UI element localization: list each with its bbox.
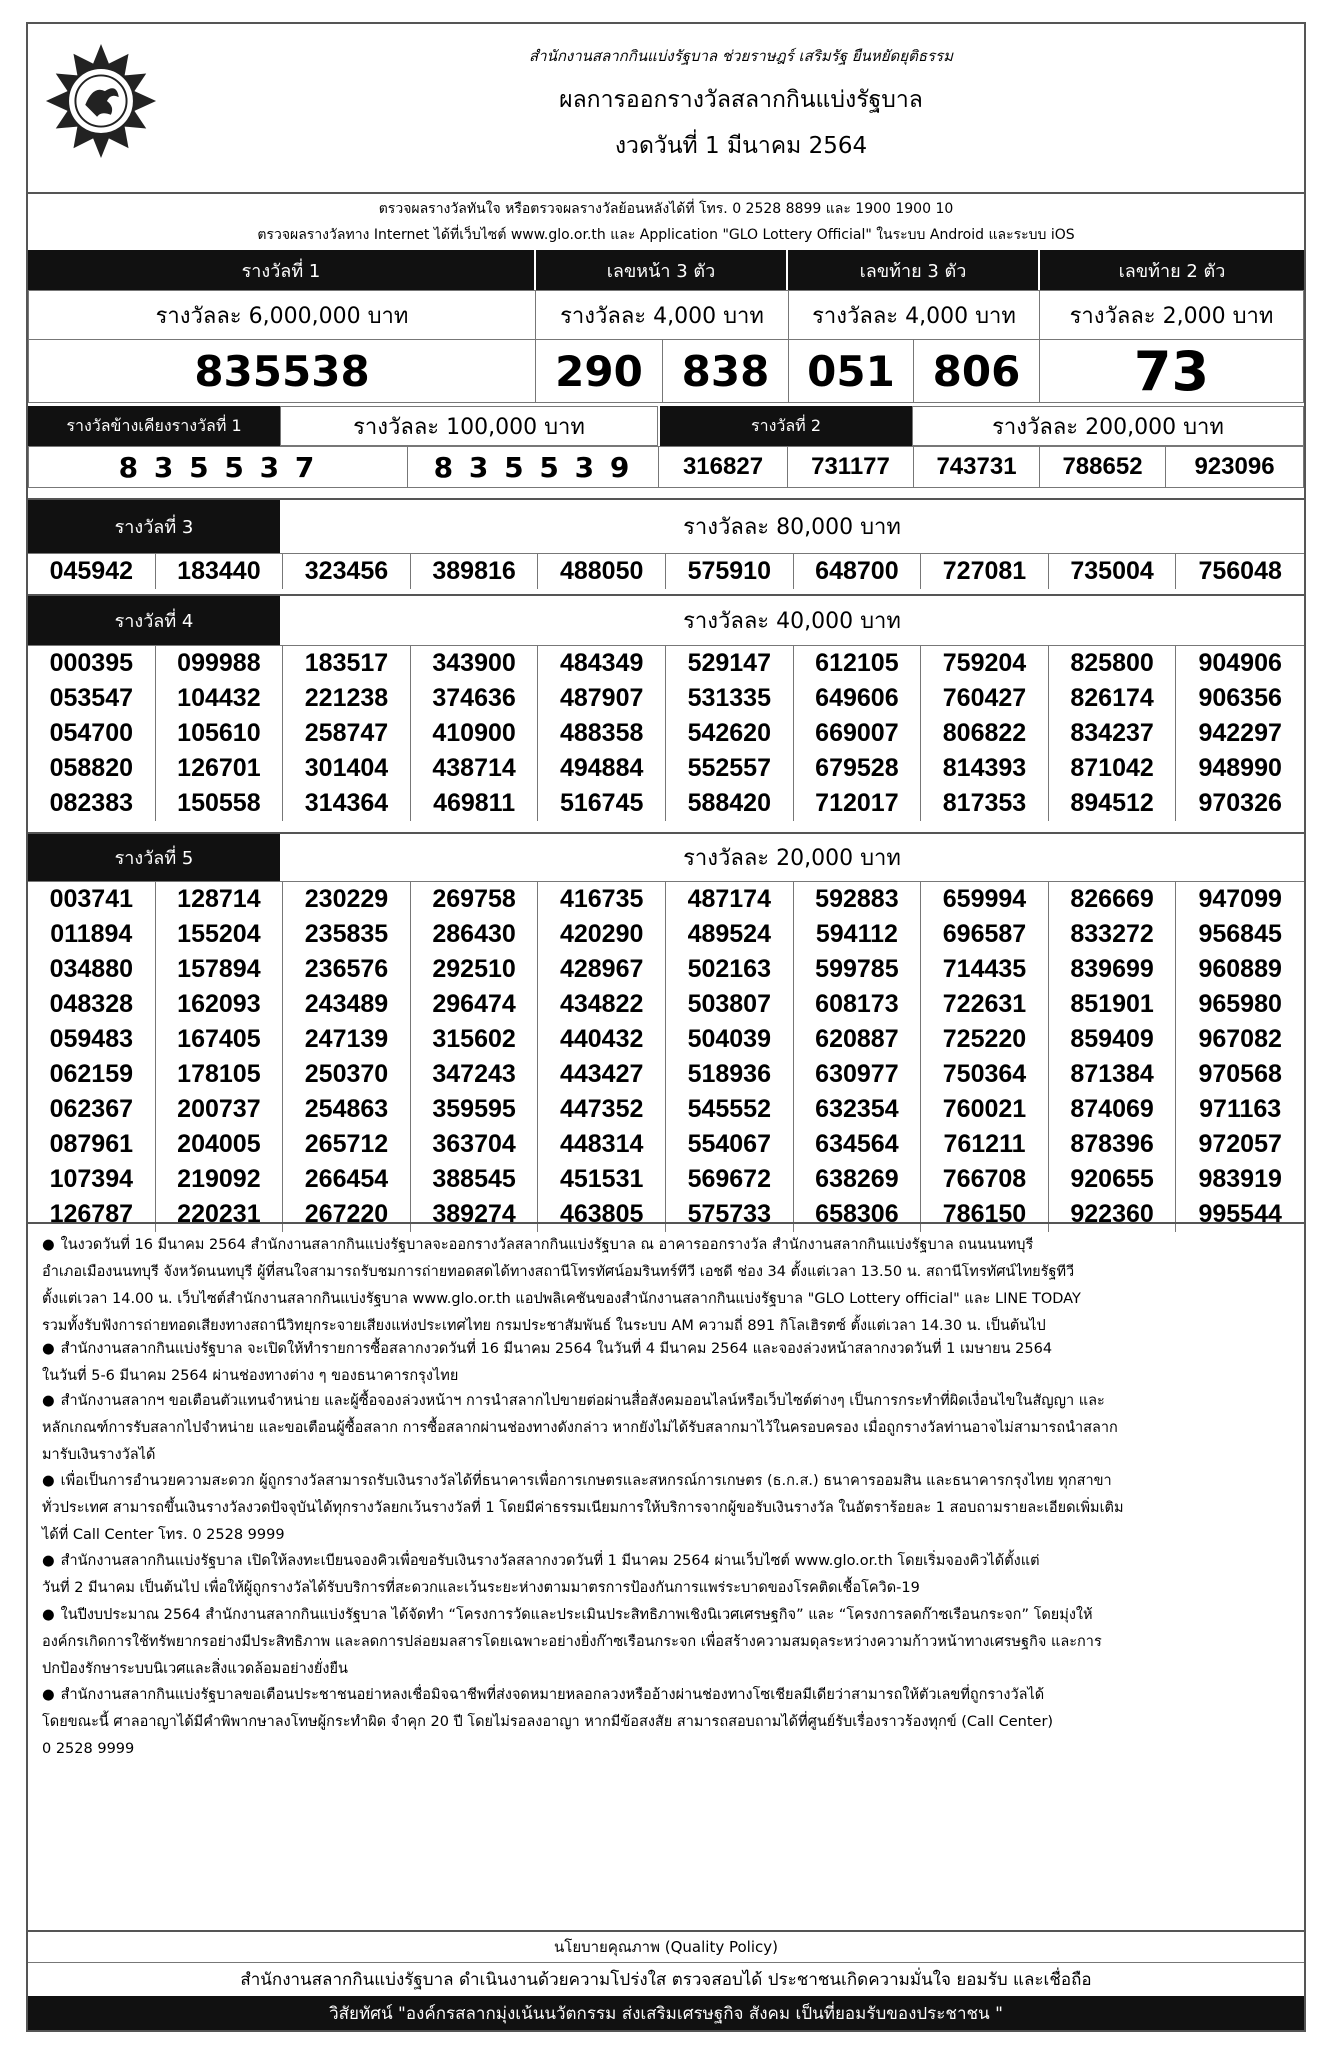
front3-number: 838 [662,339,789,403]
prize-number: 469811 [411,786,539,821]
note-line [42,1629,1290,1656]
note-text: สำนักงานสลากฯ ขอเตือนตัวแทนจำหน่าย และผู้ซื้อจองล่วงหน้าฯ การนำสลากไปขายต่อผ่านสื่อสังคมออนไลน์หรือเว็บไซต์ต่างๆ เป็นการกระทำที่ผิดเงื่อนไขในสัญญา และ [60,1393,1105,1409]
prize-number: 059483 [28,1022,156,1057]
prize-number: 599785 [794,952,922,987]
prize-number: 448314 [538,1127,666,1162]
prize-number: 296474 [411,987,539,1022]
prize-number: 167405 [156,1022,284,1057]
prize-number: 983919 [1198,1165,1282,1193]
prize-number: 904906 [1198,649,1282,677]
quality-policy [28,1930,1304,2030]
second-prize-amount: รางวัลละ 200,000 บาท [912,406,1304,446]
notes-section [28,1222,1304,1872]
note-text: อำเภอเมืองนนทบุรี จังหวัดนนทบุรี ผู้ที่สนใจสามารถรับชมการถ่ายทอดสดได้ทางสถานีโทรทัศน์อมรินทร์ทีวี เอชดี ช่อง 34 ตั้งแต่เวลา 13.50 น. สถานีโทรทัศน์ไทยรัฐทีวี [42,1264,1075,1280]
prize-number: 105610 [156,716,284,751]
prize-number: 874069 [1049,1092,1177,1127]
amount-last2: รางวัลละ 2,000 บาท [1039,290,1304,340]
fourth-prize-grid [28,646,1304,821]
prize-number: 048328 [28,987,156,1022]
prize-number: 247139 [283,1022,411,1057]
note-text: องค์กรเกิดการใช้ทรัพยากรอย่างมีประสิทธิภาพ และลดการปล่อยมลสารโดยเฉพาะอย่างยิ่งก๊าซเรือนกระจก เพื่อสร้างความสมดุลระหว่างความก้าวหน้าทางเศรษฐกิจ และการ [42,1634,1102,1650]
note-line [42,1259,1290,1286]
bullet-icon: ● [42,1553,55,1569]
prize-number: 489524 [666,917,794,952]
last3-number: 806 [913,339,1040,403]
amount-first: รางวัลละ 6,000,000 บาท [28,290,536,340]
note-text: ในวันที่ 5-6 มีนาคม 2564 ผ่านช่องทางต่าง ๆ ของธนาคารกรุงไทย [42,1368,459,1384]
note-text: ทั่วประเทศ สามารถขึ้นเงินรางวัลงวดปัจจุบันได้ทุกรางวัลยกเว้นรางวัลที่ 1 โดยมีค่าธรรมเนียมการให้บริการจากผู้ขอรับเงินรางวัล ในอัตราร้อยละ 1 สอบถามรายละเอียดเพิ่มเติม [42,1500,1124,1516]
prize-number: 420290 [538,917,666,952]
prize-number: 204005 [156,1127,284,1162]
prize-number: 314364 [283,786,411,821]
near-first-label: รางวัลข้างเคียงรางวัลที่ 1 [28,406,280,446]
prize-number: 128714 [156,882,284,917]
prize-number: 696587 [921,917,1049,952]
first-prize-number: 835538 [28,339,536,403]
glo-emblem-logo [42,42,160,160]
note-line [42,1522,1290,1549]
prize-number: 970326 [1198,789,1282,817]
prize-number: 183517 [283,646,411,681]
prize-number: 712017 [794,786,922,821]
note-item [42,1548,1290,1602]
prize-number: 236576 [283,952,411,987]
prize-number: 301404 [283,751,411,786]
prize-number: 851901 [1049,987,1177,1022]
prize-number: 552557 [666,751,794,786]
prize-number: 250370 [283,1057,411,1092]
note-text: ปกป้องรักษาระบบนิเวศและสิ่งแวดล้อมอย่างยั่งยืน [42,1661,348,1677]
note-text: เพื่อเป็นการอำนวยความสะดวก ผู้ถูกรางวัลสามารถรับเงินรางวัลได้ที่ธนาคารเพื่อการเกษตรและสหกรณ์การเกษตร (ธ.ก.ส.) ธนาคารออมสิน และธนาคารกรุงไทย ทุกสาขา [60,1473,1112,1489]
second-prize-number: 731177 [787,446,914,488]
prize-number: 220231 [156,1197,284,1232]
prize-number: 516745 [538,786,666,821]
prize-number: 956845 [1198,920,1282,948]
prize-number: 410900 [411,716,539,751]
fourth-prize-label: รางวัลที่ 4 [28,596,280,645]
prize-number: 518936 [666,1057,794,1092]
bullet-icon: ● [42,1341,55,1357]
prize-number: 817353 [921,786,1049,821]
prize-number: 374636 [411,681,539,716]
note-text: ได้ที่ Call Center โทร. 0 2528 9999 [42,1527,285,1543]
prize-number: 502163 [666,952,794,987]
prize-number: 839699 [1049,952,1177,987]
prize-number: 157894 [156,952,284,987]
prize-number: 766708 [921,1162,1049,1197]
note-line [42,1682,1290,1709]
fifth-prize-amount: รางวัลละ 20,000 บาท [683,846,901,871]
prize-number: 230229 [283,882,411,917]
prize-number: 389816 [411,554,539,589]
prize-number: 343900 [411,646,539,681]
page-title: ผลการออกรางวัลสลากกินแบ่งรัฐบาล [559,87,923,113]
prize-number: 575910 [666,554,794,589]
prize-number: 965980 [1198,990,1282,1018]
prize-number: 221238 [283,681,411,716]
prize-number: 003741 [28,882,156,917]
prize-number: 487174 [666,882,794,917]
policy-text: สำนักงานสลากกินแบ่งรัฐบาล ดำเนินงานด้วยความโปร่งใส ตรวจสอบได้ ประชาชนเกิดความมั่นใจ ยอมรับ และเชื่อถือ [28,1962,1304,1996]
prize-number: 388545 [411,1162,539,1197]
note-text: หลักเกณฑ์การรับสลากไปจำหน่าย และขอเตือนผู้ซื้อสลาก การซื้อสลากผ่านช่องทางดังกล่าว หากยังไม่ได้รับสลากมาไว้ในครอบครอง เมื่อถูกรางวัลท่านอาจไม่สามารถนำสลาก [42,1420,1118,1436]
org-slogan: สำนักงานสลากกินแบ่งรัฐบาล ช่วยราษฎร์ เสริมรัฐ ยืนหยัดยุติธรรม [529,47,953,65]
note-text: รวมทั้งรับฟังการถ่ายทอดเสียงทางสถานีวิทยุกระจายเสียงแห่งประเทศไทย กรมประชาสัมพันธ์ ในระบบ AM ความถี่ 891 กิโลเฮิรตซ์ ตั้งแต่เวลา 14.30 น. เป็นต้นไป [42,1318,1046,1334]
prize-number: 323456 [283,554,411,589]
note-line [42,1442,1290,1469]
note-item [42,1682,1290,1763]
prize-number: 630977 [794,1057,922,1092]
prize-number: 359595 [411,1092,539,1127]
prize-number: 451531 [538,1162,666,1197]
note-item [42,1336,1290,1390]
prize-number: 922360 [1049,1197,1177,1232]
note-line [42,1656,1290,1683]
prize-number: 062367 [28,1092,156,1127]
note-item [42,1468,1290,1549]
prize-number: 592883 [794,882,922,917]
bullet-icon: ● [42,1687,55,1703]
prize-number: 826669 [1049,882,1177,917]
prize-number: 531335 [666,681,794,716]
prize-number: 658306 [794,1197,922,1232]
prize-number: 648700 [794,554,922,589]
prize-number: 045942 [28,554,156,589]
prize-number: 786150 [921,1197,1049,1232]
bullet-icon: ● [42,1237,55,1253]
prize-number: 494884 [538,751,666,786]
prize-number: 292510 [411,952,539,987]
prize-number: 243489 [283,987,411,1022]
second-prize-label: รางวัลที่ 2 [660,406,912,446]
prize-number: 714435 [921,952,1049,987]
prize-number: 634564 [794,1127,922,1162]
prize-number: 058820 [28,751,156,786]
prize-number: 200737 [156,1092,284,1127]
prize-number: 219092 [156,1162,284,1197]
prize-number: 504039 [666,1022,794,1057]
prize-number: 178105 [156,1057,284,1092]
prize-number: 871384 [1049,1057,1177,1092]
prize-number: 053547 [28,681,156,716]
note-line [42,1468,1290,1495]
note-text: ตั้งแต่เวลา 14.00 น. เว็บไซต์สำนักงานสลากกินแบ่งรัฐบาล www.glo.or.th แอปพลิเคชันของสำนักงานสลากกินแบ่งรัฐบาล "GLO Lottery official" และ LINE TODAY [42,1291,1081,1307]
prize-number: 235835 [283,917,411,952]
note-line [42,1548,1290,1575]
prize-number: 488050 [538,554,666,589]
bullet-icon: ● [42,1393,55,1409]
prize-number: 011894 [28,917,156,952]
prize-number: 440432 [538,1022,666,1057]
note-text: สำนักงานสลากกินแบ่งรัฐบาล จะเปิดให้ทำรายการซื้อสลากงวดวันที่ 16 มีนาคม 2564 ในวันที่ 4 มีนาคม 2564 และจองล่วงหน้าสลากงวดวันที่ 1 เมษายน 2564 [60,1341,1053,1357]
amount-last3: รางวัลละ 4,000 บาท [788,290,1040,340]
prize-number: 034880 [28,952,156,987]
prize-number: 258747 [283,716,411,751]
prize-number: 087961 [28,1127,156,1162]
prize-number: 054700 [28,716,156,751]
prize-number: 126787 [28,1197,156,1232]
vision-text: วิสัยทัศน์ "องค์กรสลากมุ่งเน้นนวัตกรรม ส่งเสริมเศรษฐกิจ สังคม เป็นที่ยอมรับของประชาชน " [28,1996,1304,2030]
header-front3: เลขหน้า 3 ตัว [536,250,786,290]
prize-number: 183440 [156,554,284,589]
prize-number: 735004 [1049,554,1177,589]
note-text: สำนักงานสลากกินแบ่งรัฐบาลขอเตือนประชาชนอย่าหลงเชื่อมิจฉาชีพที่ส่งจดหมายหลอกลวงหรืออ้างผ่านช่องทางโซเชียลมีเดียว่าสามารถให้ตัวเลขที่ถูกรางวัลได้ [60,1687,1045,1703]
header-last3: เลขท้าย 3 ตัว [788,250,1038,290]
prize-number: 761211 [921,1127,1049,1162]
prize-number: 679528 [794,751,922,786]
prize-number: 871042 [1049,751,1177,786]
fifth-prize-header [28,832,1304,882]
prize-number: 920655 [1049,1162,1177,1197]
third-prize-label: รางวัลที่ 3 [28,500,280,553]
near-first-amount: รางวัลละ 100,000 บาท [280,406,658,446]
prize-number: 947099 [1198,885,1282,913]
prize-number: 727081 [921,554,1049,589]
note-item [42,1232,1290,1340]
prize-number: 878396 [1049,1127,1177,1162]
amount-front3: รางวัลละ 4,000 บาท [535,290,789,340]
prize-number: 569672 [666,1162,794,1197]
prize-number: 806822 [921,716,1049,751]
note-line [42,1415,1290,1442]
prize-number: 082383 [28,786,156,821]
prize-number: 162093 [156,987,284,1022]
prize-number: 659994 [921,882,1049,917]
prize-number: 906356 [1198,684,1282,712]
prize-number: 722631 [921,987,1049,1022]
prize-number: 588420 [666,786,794,821]
prize-number: 266454 [283,1162,411,1197]
prize-number: 269758 [411,882,539,917]
prize-number: 062159 [28,1057,156,1092]
prize-number: 286430 [411,917,539,952]
prize-number: 428967 [538,952,666,987]
prize-number: 150558 [156,786,284,821]
note-text: สำนักงานสลากกินแบ่งรัฐบาล เปิดให้ลงทะเบียนจองคิวเพื่อขอรับเงินรางวัลสลากงวดวันที่ 1 มีนาคม 2564 ผ่านเว็บไซต์ www.glo.or.th โดยเริ่มจองคิวได้ตั้งแต่ [60,1553,1040,1569]
note-line [42,1495,1290,1522]
near-first-number: 8 3 5 5 3 9 [407,446,659,488]
bullet-icon: ● [42,1473,55,1489]
draw-date: งวดวันที่ 1 มีนาคม 2564 [614,133,868,159]
prize-number: 155204 [156,917,284,952]
prize-number: 972057 [1198,1130,1282,1158]
prize-number: 438714 [411,751,539,786]
prize-number: 363704 [411,1127,539,1162]
second-prize-number: 316827 [658,446,788,488]
prize-number: 554067 [666,1127,794,1162]
prize-number: 971163 [1199,1095,1282,1123]
prize-number: 649606 [794,681,922,716]
note-text: ในปีงบประมาณ 2564 สำนักงานสลากกินแบ่งรัฐบาล ได้จัดทำ “โครงการวัดและประเมินประสิทธิภาพเชิงนิเวศเศรษฐกิจ” และ “โครงการลดก๊าซเรือนกระจก” โดยมุ่งให้ [60,1607,1093,1623]
prize-number: 434822 [538,987,666,1022]
fifth-prize-label: รางวัลที่ 5 [28,834,280,881]
prize-number: 750364 [921,1057,1049,1092]
third-prize-header [28,498,1304,554]
near-first-number: 8 3 5 5 3 7 [28,446,408,488]
prize-number: 859409 [1049,1022,1177,1057]
note-text: ในงวดวันที่ 16 มีนาคม 2564 สำนักงานสลากกินแบ่งรัฐบาลจะออกรางวัลสลากกินแบ่งรัฐบาล ณ อาคารออกรางวัล สำนักงานสลากกินแบ่งรัฐบาล ถนนนนทบุรี [60,1237,1034,1253]
prize-number: 503807 [666,987,794,1022]
prize-number: 669007 [794,716,922,751]
prize-number: 545552 [666,1092,794,1127]
prize-number: 612105 [794,646,922,681]
prize-number: 416735 [538,882,666,917]
prize-number: 529147 [666,646,794,681]
prize-number: 970568 [1198,1060,1282,1088]
prize-number: 575733 [666,1197,794,1232]
prize-number: 099988 [156,646,284,681]
prize-number: 894512 [1049,786,1177,821]
note-line [42,1602,1290,1629]
prize-number: 107394 [28,1162,156,1197]
note-text: วันที่ 2 มีนาคม เป็นต้นไป เพื่อให้ผู้ถูกรางวัลได้รับบริการที่สะดวกและเว้นระยะห่างตามมาตรการป้องกันการแพร่ระบาดของโรคติดเชื้อโควิด-19 [42,1580,920,1596]
prize-number: 000395 [28,646,156,681]
third-prize-amount: รางวัลละ 80,000 บาท [683,515,901,540]
note-line [42,1232,1290,1259]
lottery-result-sheet [26,22,1306,2032]
prize-number: 126701 [156,751,284,786]
last2-number: 73 [1039,339,1304,403]
prize-number: 942297 [1198,719,1282,747]
prize-number: 594112 [794,917,922,952]
prize-number: 104432 [156,681,284,716]
note-line [42,1336,1290,1363]
second-prize-number: 788652 [1039,446,1166,488]
prize-number: 620887 [794,1022,922,1057]
prize-number: 825800 [1049,646,1177,681]
prize-number: 608173 [794,987,922,1022]
prize-number: 487907 [538,681,666,716]
note-text: 0 2528 9999 [42,1741,135,1757]
prize-number: 267220 [283,1197,411,1232]
last3-number: 051 [788,339,914,403]
prize-number: 347243 [411,1057,539,1092]
prize-number: 484349 [538,646,666,681]
prize-number: 542620 [666,716,794,751]
bullet-icon: ● [42,1607,55,1623]
note-line [42,1709,1290,1736]
prize-number: 948990 [1198,754,1282,782]
prize-number: 463805 [538,1197,666,1232]
prize-number: 760427 [921,681,1049,716]
prize-number: 632354 [794,1092,922,1127]
prize-number: 447352 [538,1092,666,1127]
prize-number: 725220 [921,1022,1049,1057]
prize-number: 488358 [538,716,666,751]
fifth-prize-grid [28,882,1304,1232]
prize-number: 834237 [1049,716,1177,751]
prize-number: 960889 [1198,955,1282,983]
prize-number: 254863 [283,1092,411,1127]
note-line [42,1286,1290,1313]
prize-number: 814393 [921,751,1049,786]
prize-number: 760021 [921,1092,1049,1127]
note-line [42,1736,1290,1763]
second-prize-number: 743731 [913,446,1040,488]
header [28,24,1304,194]
note-line [42,1388,1290,1415]
prize-number: 833272 [1049,917,1177,952]
prize-number: 967082 [1198,1025,1282,1053]
prize-number: 826174 [1049,681,1177,716]
header-last2: เลขท้าย 2 ตัว [1040,250,1304,290]
note-item [42,1602,1290,1683]
fourth-prize-amount: รางวัลละ 40,000 บาท [683,609,901,634]
prize-number: 995544 [1198,1200,1282,1228]
fourth-prize-header [28,594,1304,646]
header-first-prize: รางวัลที่ 1 [28,250,534,290]
check-phone-info: ตรวจผลรางวัลทันใจ หรือตรวจผลรางวัลย้อนหลังได้ที่ โทร. 0 2528 8899 และ 1900 1900 10 [378,201,954,217]
note-line [42,1575,1290,1602]
policy-title: นโยบายคุณภาพ (Quality Policy) [554,1938,778,1956]
prize-number: 759204 [921,646,1049,681]
check-internet-info: ตรวจผลรางวัลทาง Internet ได้ที่เว็บไซต์ www.glo.or.th และ Application "GLO Lottery Official" ในระบบ Android และระบบ iOS [257,227,1075,243]
note-text: มารับเงินรางวัลได้ [42,1447,156,1463]
second-prize-number: 923096 [1165,446,1304,488]
front3-number: 290 [535,339,663,403]
note-item [42,1388,1290,1469]
prize-number: 315602 [411,1022,539,1057]
prize-number: 265712 [283,1127,411,1162]
note-line [42,1363,1290,1390]
prize-number: 638269 [794,1162,922,1197]
prize-number: 389274 [411,1197,539,1232]
note-text: โดยขณะนี้ ศาลอาญาได้มีคำพิพากษาลงโทษผู้กระทำผิด จำคุก 20 ปี โดยไม่รอลงอาญา หากมีข้อสงสัย สามารถสอบถามได้ที่ศูนย์รับเรื่องราวร้องทุกข์ (Call Center) [42,1714,1054,1730]
third-prize-grid [28,554,1304,589]
prize-number: 443427 [538,1057,666,1092]
prize-number: 756048 [1198,557,1282,585]
